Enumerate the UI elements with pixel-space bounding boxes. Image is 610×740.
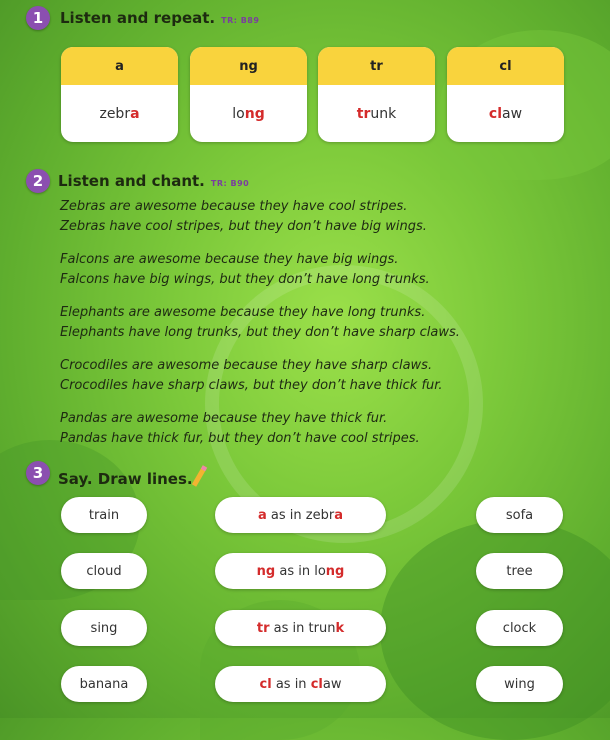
chant-verse [60,409,420,449]
section-2-heading [58,172,249,190]
word-pill-sing[interactable]: sing [61,610,147,646]
sound-pill[interactable] [215,666,386,702]
chant-line: Crocodiles are awesome because they have sharp claws. [60,358,433,373]
chant-line: Falcons are awesome because they have big wings. [60,252,399,267]
sound-pill[interactable] [215,497,386,533]
word-part: zebr [99,105,131,122]
word-pill-train[interactable]: train [61,497,147,533]
word-highlight: ng [244,105,265,122]
chant-line: Elephants have long trunks, but they don’t have sharp claws. [60,325,460,340]
chant-verse [60,303,460,343]
chant-verse [60,250,430,290]
chant-verse [60,356,443,396]
chant-line: Zebras are awesome because they have cool stripes. [60,199,408,214]
word-highlight: tr [356,105,371,122]
section-3-number: 3 [26,461,50,485]
example-word [447,85,564,142]
section-3-heading [58,465,202,488]
sound-text: aw [322,676,342,692]
chant-line: Crocodiles have sharp claws, but they don’t have thick fur. [60,378,443,393]
sound-highlight: cl [310,676,323,692]
sound-card [190,47,307,142]
sound-label: cl [447,47,564,85]
chant-line: Falcons have big wings, but they don’t have long trunks. [60,272,430,287]
sound-highlight: ng [256,563,276,579]
sound-pill[interactable] [215,610,386,646]
sound-label: tr [318,47,435,85]
pencil-icon [191,465,206,487]
sound-highlight: tr [256,620,270,636]
section-1-number: 1 [26,6,50,30]
sound-highlight: cl [259,676,272,692]
sound-text: as in zebr [266,507,335,523]
sound-card [61,47,178,142]
word-part: unk [370,105,397,122]
sound-highlight: a [258,507,267,523]
chant-line: Zebras have cool stripes, but they don’t have big wings. [60,219,427,234]
word-pill-tree[interactable]: tree [476,553,563,589]
word-highlight: a [130,105,140,122]
word-pill-banana[interactable]: banana [61,666,147,702]
sound-label: a [61,47,178,85]
sound-highlight: k [335,620,345,636]
word-part: aw [502,105,523,122]
example-word [61,85,178,142]
sound-highlight: ng [325,563,345,579]
sound-card [318,47,435,142]
track-label: TR: B90 [210,179,250,188]
chant-line: Pandas are awesome because they have thick fur. [60,411,388,426]
sound-card [447,47,564,142]
word-highlight: cl [488,105,503,122]
word-pill-sofa[interactable]: sofa [476,497,563,533]
section-2-number: 2 [26,169,50,193]
section-3-title: Say. Draw lines. [58,470,193,488]
word-pill-wing[interactable]: wing [476,666,563,702]
word-pill-clock[interactable]: clock [476,610,563,646]
word-part: lo [232,105,245,122]
section-1-heading [60,9,259,27]
sound-text: as in trun [269,620,336,636]
example-word [318,85,435,142]
track-label: TR: B89 [221,16,260,25]
example-word [190,85,307,142]
chant-line: Elephants are awesome because they have long trunks. [60,305,426,320]
sound-pill[interactable] [215,553,386,589]
chant-verse [60,197,427,237]
sound-label: ng [190,47,307,85]
chant-line: Pandas have thick fur, but they don’t have cool stripes. [60,431,420,446]
section-1-title: Listen and repeat. [60,9,216,27]
sound-highlight: a [334,507,343,523]
word-pill-cloud[interactable]: cloud [61,553,147,589]
sound-text: as in lo [275,563,326,579]
sound-text: as in [271,676,311,692]
section-2-title: Listen and chant. [58,172,205,190]
